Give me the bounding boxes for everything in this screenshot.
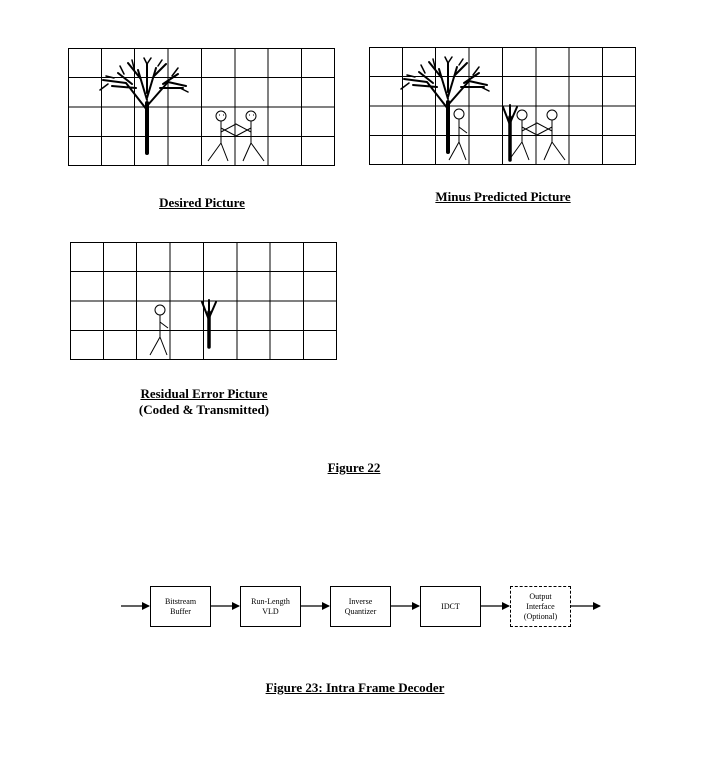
block-label: Run-Length	[251, 596, 290, 606]
block-label: IDCT	[441, 601, 460, 611]
inverse-quantizer-block	[330, 586, 391, 627]
predicted-picture-grid	[369, 47, 637, 167]
output-interface-block	[510, 586, 571, 627]
block-label: Output	[529, 591, 552, 601]
tree-icon	[100, 58, 188, 153]
idct-block	[420, 586, 481, 627]
block-label: VLD	[262, 606, 279, 616]
partial-person-icon	[449, 109, 467, 160]
residual-picture-grid	[70, 242, 338, 362]
tree-icon	[401, 57, 489, 152]
figure-23-label: Figure 23: Intra Frame Decoder	[265, 680, 445, 695]
block-label: Quantizer	[344, 606, 377, 616]
residual-picture-caption	[70, 386, 338, 418]
run-length-vld-block	[240, 586, 301, 627]
block-label: (Optional)	[523, 611, 558, 621]
caption-text: Residual Error Picture	[140, 386, 268, 401]
desired-picture-grid	[68, 48, 336, 168]
figure-22-label: Figure 22	[327, 460, 381, 475]
predicted-picture-caption	[369, 189, 637, 205]
caption-text: Desired Picture	[159, 195, 245, 210]
bitstream-buffer-block	[150, 586, 211, 627]
block-label: Buffer	[170, 606, 191, 616]
block-label: Bitstream	[164, 596, 197, 606]
desired-picture-caption	[68, 195, 336, 211]
block-label: Inverse	[348, 596, 373, 606]
residual-tree-icon	[202, 300, 216, 347]
caption-text: Minus Predicted Picture	[435, 189, 571, 204]
caption-subtext: (Coded & Transmitted)	[138, 402, 270, 417]
block-label: Interface	[526, 601, 555, 611]
